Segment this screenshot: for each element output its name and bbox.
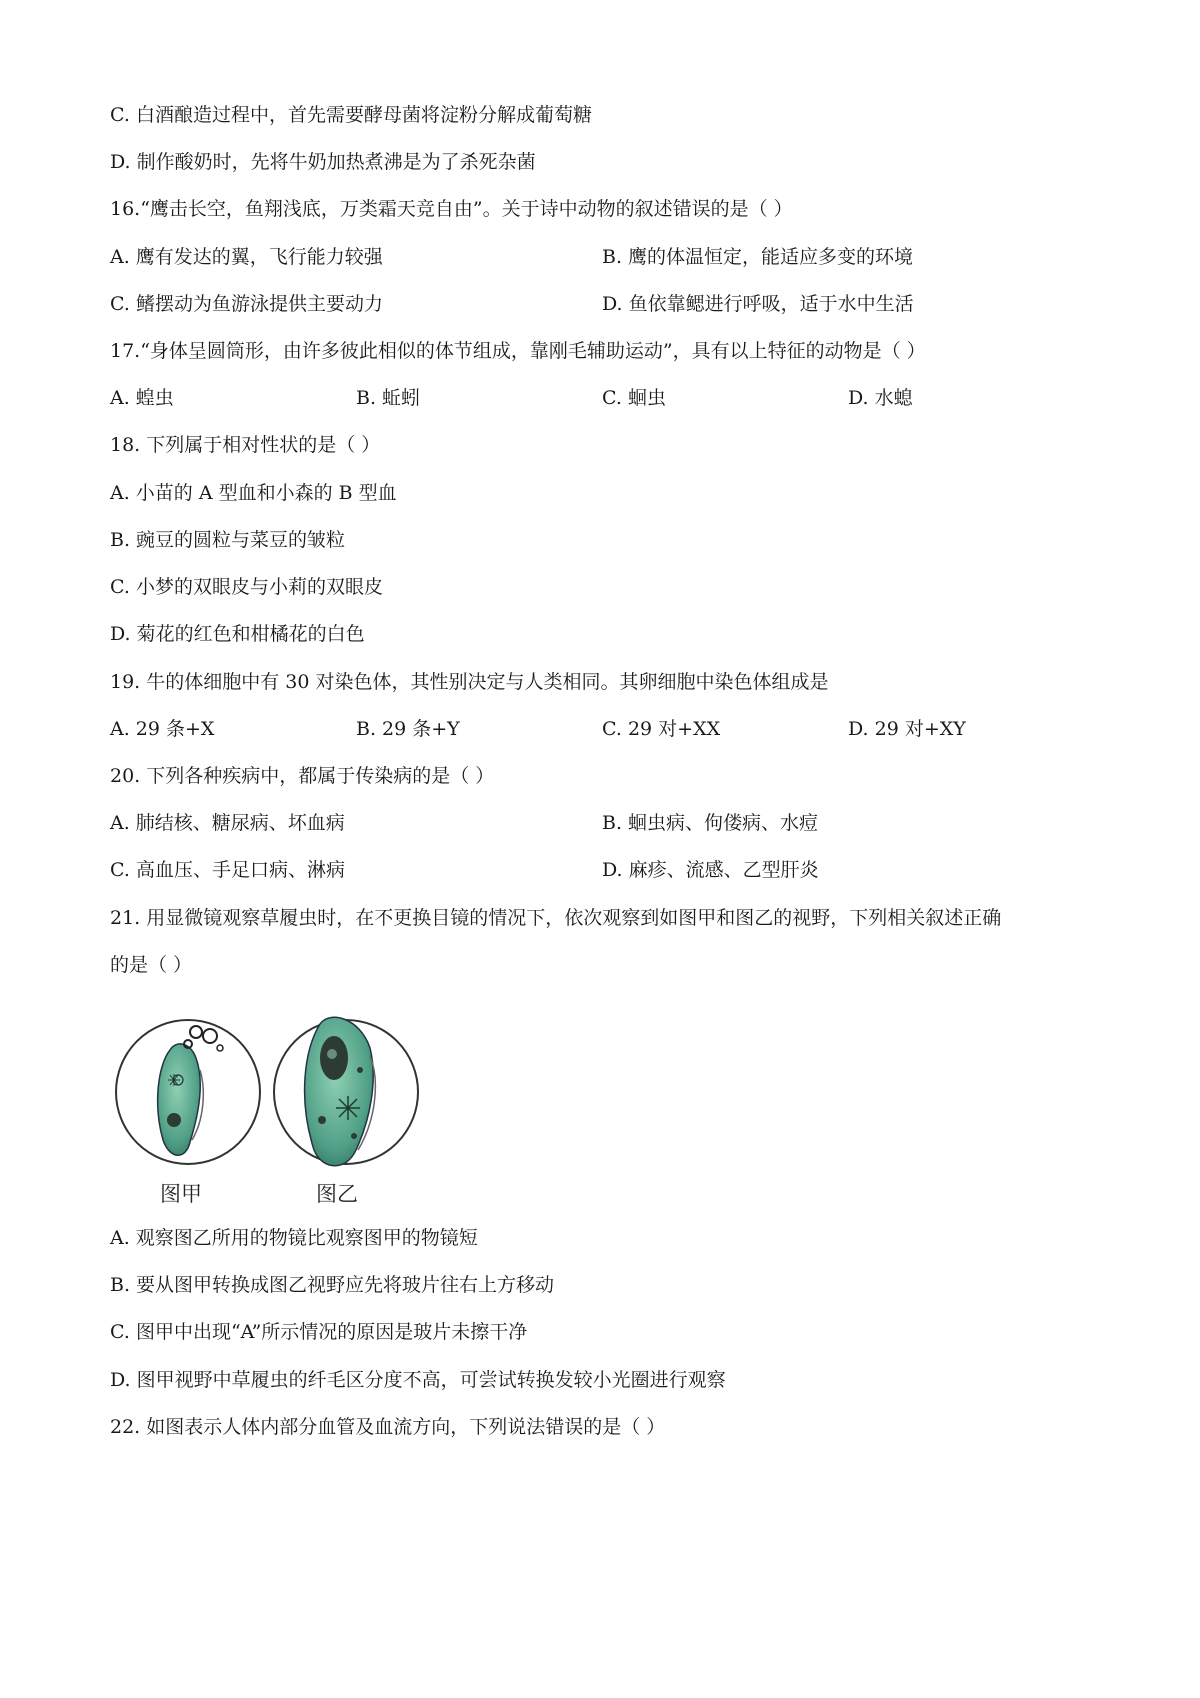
q19-stem: 19. 牛的体细胞中有 30 对染色体，其性别决定与人类相同。其卵细胞中染色体组成是 — [110, 671, 829, 693]
q19-option-a: A. 29 条+X — [110, 718, 215, 740]
q17-stem: 17.“身体呈圆筒形，由许多彼此相似的体节组成，靠刚毛辅助运动”，具有以上特征的动物是（ ） — [110, 340, 926, 362]
q21-stem-line1: 21. 用显微镜观察草履虫时，在不更换目镜的情况下，依次观察到如图甲和图乙的视野，下列相关叙述正确 — [110, 907, 1002, 929]
microscope-figure — [108, 1010, 448, 1210]
q18-option-a: A. 小苗的 A 型血和小森的 B 型血 — [110, 482, 397, 504]
q20-option-b: B. 蛔虫病、佝偻病、水痘 — [602, 812, 819, 834]
paramecium-views-illustration — [108, 1010, 448, 1170]
q18-stem: 18. 下列属于相对性状的是（ ） — [110, 434, 381, 456]
q16-option-b: B. 鹰的体温恒定，能适应多变的环境 — [602, 246, 914, 268]
q20-stem: 20. 下列各种疾病中，都属于传染病的是（ ） — [110, 765, 495, 787]
q15-option-c: C. 白酒酿造过程中，首先需要酵母菌将淀粉分解成葡萄糖 — [110, 104, 592, 126]
q21-option-a: A. 观察图乙所用的物镜比观察图甲的物镜短 — [110, 1227, 478, 1249]
figure-b-caption: 图乙 — [316, 1182, 358, 1206]
q22-stem: 22. 如图表示人体内部分血管及血流方向，下列说法错误的是（ ） — [110, 1416, 666, 1438]
q16-option-c: C. 鳍摆动为鱼游泳提供主要动力 — [110, 293, 383, 315]
q17-option-a: A. 蝗虫 — [110, 387, 174, 409]
q19-option-c: C. 29 对+XX — [602, 718, 721, 740]
view-b-circle — [274, 1017, 418, 1165]
q19-option-d: D. 29 对+XY — [848, 718, 966, 740]
q17-option-d: D. 水螅 — [848, 387, 913, 409]
q20-option-d: D. 麻疹、流感、乙型肝炎 — [602, 859, 819, 881]
view-a-circle — [116, 1020, 260, 1164]
q16-option-d: D. 鱼依靠鳃进行呼吸，适于水中生活 — [602, 293, 914, 315]
q17-option-c: C. 蛔虫 — [602, 387, 666, 409]
q15-option-d: D. 制作酸奶时，先将牛奶加热煮沸是为了杀死杂菌 — [110, 151, 536, 173]
q18-option-b: B. 豌豆的圆粒与菜豆的皱粒 — [110, 529, 346, 551]
q20-option-a: A. 肺结核、糖尿病、坏血病 — [110, 812, 345, 834]
q16-stem: 16.“鹰击长空，鱼翔浅底，万类霜天竞自由”。关于诗中动物的叙述错误的是（ ） — [110, 198, 793, 220]
q19-option-b: B. 29 条+Y — [356, 718, 460, 740]
q21-option-b: B. 要从图甲转换成图乙视野应先将玻片往右上方移动 — [110, 1274, 555, 1296]
q21-option-d: D. 图甲视野中草履虫的纤毛区分度不高，可尝试转换发较小光圈进行观察 — [110, 1369, 726, 1391]
q21-stem-line2: 的是（ ） — [110, 954, 193, 976]
q20-option-c: C. 高血压、手足口病、淋病 — [110, 859, 345, 881]
q18-option-c: C. 小梦的双眼皮与小莉的双眼皮 — [110, 576, 383, 598]
q16-option-a: A. 鹰有发达的翼，飞行能力较强 — [110, 246, 383, 268]
q18-option-d: D. 菊花的红色和柑橘花的白色 — [110, 623, 365, 645]
figure-a-caption: 图甲 — [160, 1182, 202, 1206]
q17-option-b: B. 蚯蚓 — [356, 387, 421, 409]
q21-option-c: C. 图甲中出现“A”所示情况的原因是玻片未擦干净 — [110, 1321, 528, 1343]
